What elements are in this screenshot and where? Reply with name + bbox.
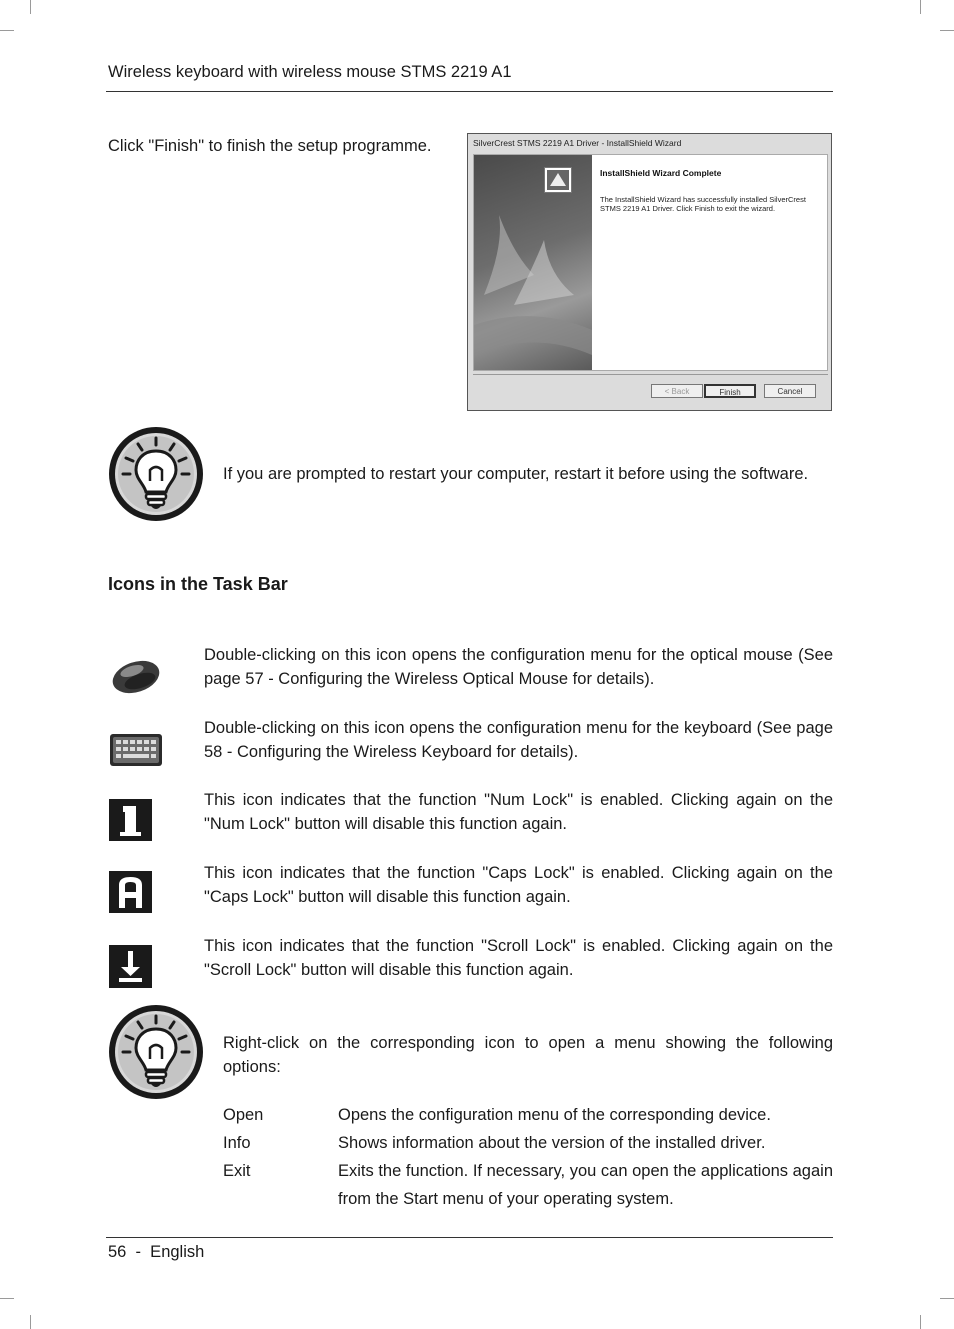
crop-mark	[940, 30, 954, 31]
tip-options-text: Right-click on the corresponding icon to open a menu showing the following options:	[223, 1034, 833, 1076]
option-desc: Shows information about the version of the installed driver.	[338, 1134, 766, 1152]
wizard-panel	[473, 154, 828, 371]
wizard-window-title: SilverCrest STMS 2219 A1 Driver - InstallShield Wizard	[473, 138, 682, 148]
task-icon-text-keyboard: Double-clicking on this icon opens the configuration menu for the keyboard (See page 58 - Configuring the Wireless Keyboard for details).	[204, 719, 833, 761]
task-icon-text-caps-lock: This icon indicates that the function "Caps Lock" is enabled. Clicking again on the "Caps Lock" button will disable this function again.	[204, 864, 833, 906]
option-desc: Exits the function. If necessary, you can open the applications again from the Start menu of your operating system.	[338, 1162, 833, 1208]
mouse-icon	[110, 657, 162, 697]
wizard-message: The InstallShield Wizard has successfully installed SilverCrest STMS 2219 A1 Driver. Click Finish to exit the wizard.	[600, 195, 806, 213]
crop-mark	[30, 1315, 31, 1329]
crop-mark	[0, 1298, 14, 1299]
option-row-info	[223, 1129, 833, 1157]
cancel-button[interactable]: Cancel	[764, 384, 816, 398]
footer-rule	[106, 1237, 833, 1238]
page-footer: 56 - English	[108, 1243, 205, 1261]
page-header: Wireless keyboard with wireless mouse STMS 2219 A1	[108, 63, 512, 81]
option-term: Exit	[223, 1162, 251, 1180]
tip-restart-text: If you are prompted to restart your computer, restart it before using the software.	[223, 465, 809, 483]
wizard-logo-icon	[544, 167, 572, 193]
crop-mark	[920, 0, 921, 14]
keyboard-icon	[109, 733, 163, 767]
crop-mark	[920, 1315, 921, 1329]
crop-mark	[30, 0, 31, 14]
num-lock-icon	[109, 799, 152, 841]
lightbulb-tip-icon	[108, 1004, 204, 1100]
lightbulb-tip-icon	[108, 426, 204, 522]
task-icon-text-mouse: Double-clicking on this icon opens the configuration menu for the optical mouse (See page 57 - Configuring the Wireless Optical Mouse for details).	[204, 646, 833, 688]
task-icon-text-scroll-lock: This icon indicates that the function "Scroll Lock" is enabled. Clicking again on the "Scroll Lock" button will disable this function again.	[204, 937, 833, 979]
back-button[interactable]: < Back	[651, 384, 703, 398]
scroll-lock-icon	[109, 945, 152, 988]
task-icon-text-num-lock: This icon indicates that the function "Num Lock" is enabled. Clicking again on the "Num Lock" button will disable this function again.	[204, 791, 833, 833]
crop-mark	[0, 30, 14, 31]
intro-text: Click "Finish" to finish the setup programme.	[108, 137, 432, 155]
installshield-wizard-screenshot	[467, 133, 832, 411]
option-row-exit	[223, 1157, 833, 1213]
option-term: Info	[223, 1134, 251, 1152]
option-row-open	[223, 1101, 833, 1129]
header-rule	[106, 91, 833, 92]
option-desc: Opens the configuration menu of the corresponding device.	[338, 1106, 771, 1124]
wizard-separator	[473, 374, 828, 375]
wizard-heading: InstallShield Wizard Complete	[600, 168, 722, 178]
wizard-swoosh-graphic	[474, 155, 592, 371]
finish-button[interactable]: Finish	[704, 384, 756, 398]
options-list	[223, 1101, 833, 1213]
option-term: Open	[223, 1106, 264, 1124]
section-title: Icons in the Task Bar	[108, 574, 288, 594]
crop-mark	[940, 1298, 954, 1299]
wizard-side-graphic	[474, 155, 592, 370]
caps-lock-icon	[109, 871, 152, 913]
